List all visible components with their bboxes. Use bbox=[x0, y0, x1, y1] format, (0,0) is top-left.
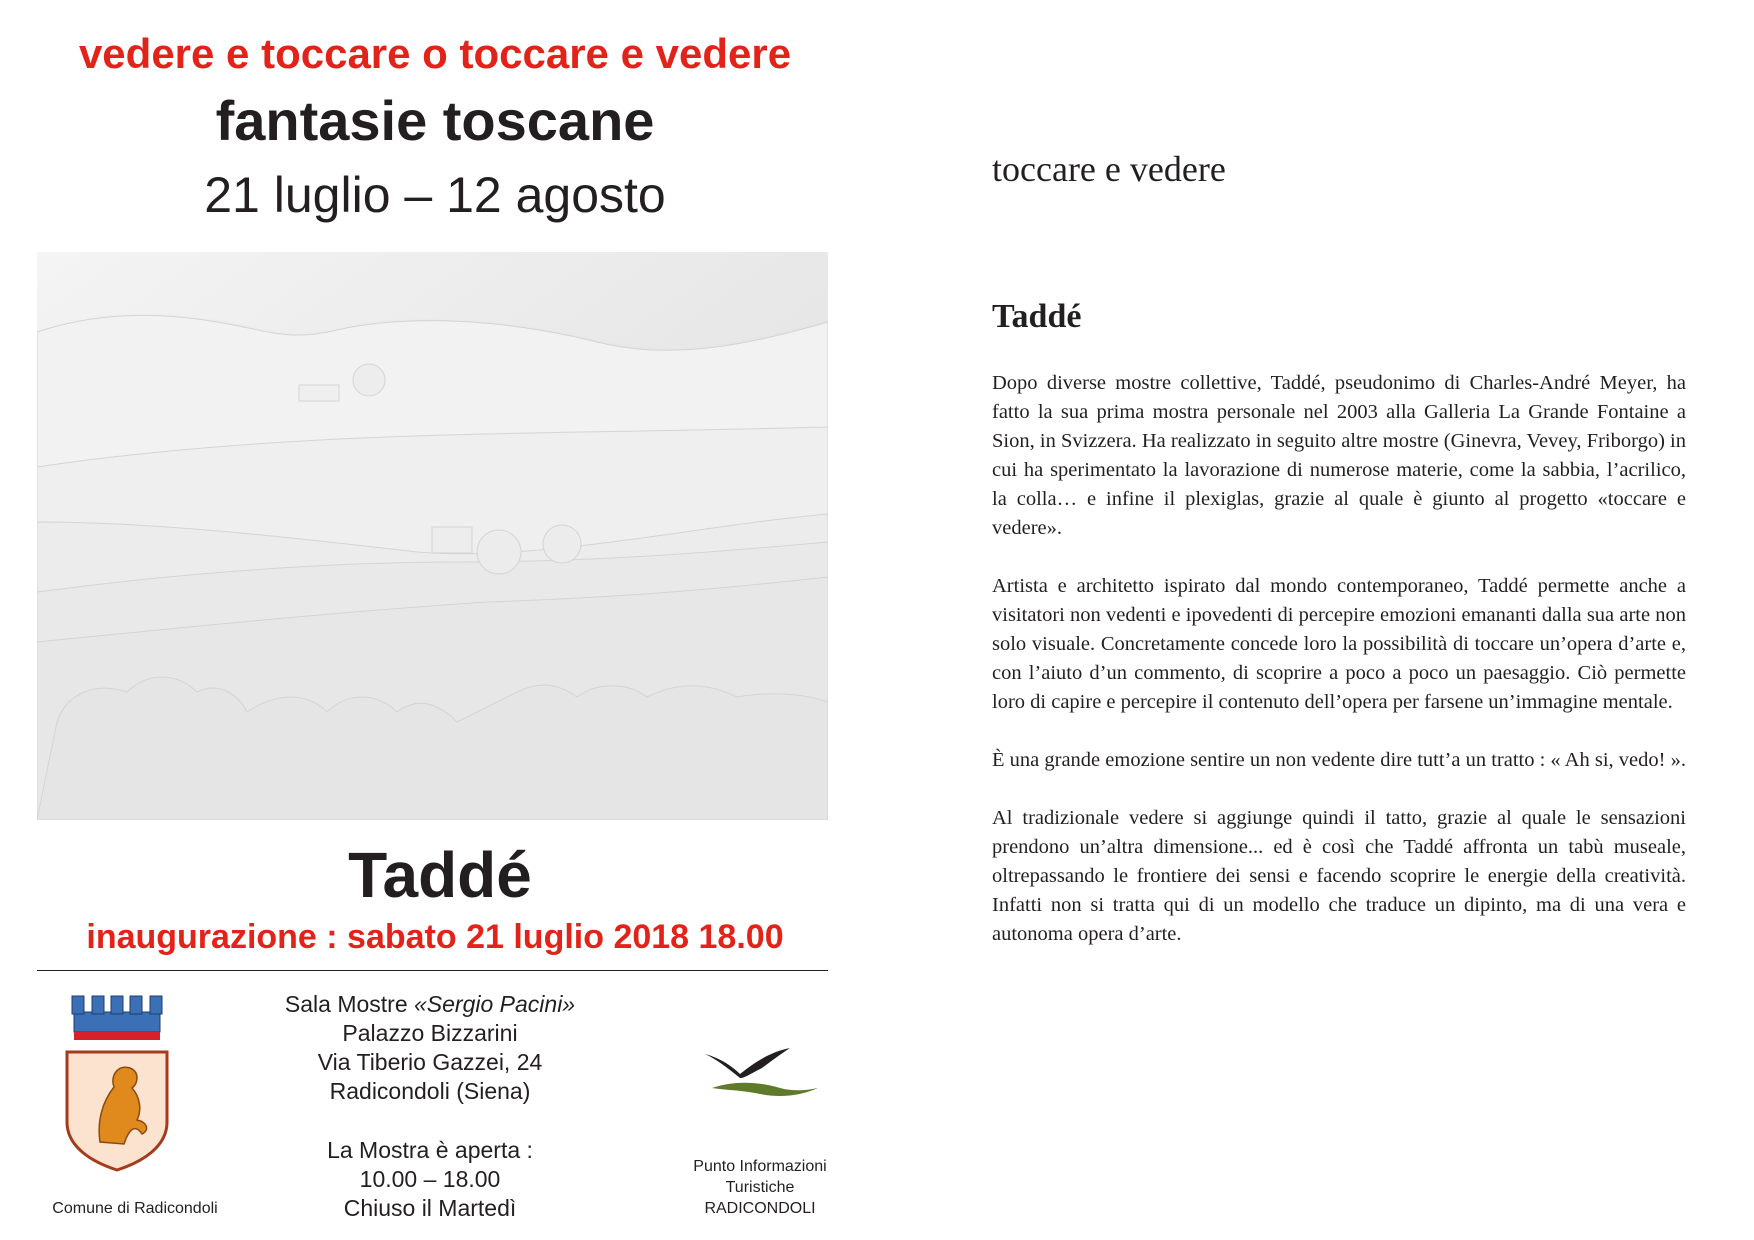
hours-line: 10.00 – 18.00 bbox=[359, 1166, 501, 1192]
tourist-line: Punto Informazioni bbox=[693, 1158, 827, 1175]
essay-paragraph: Dopo diverse mostre collettive, Taddé, pseudonimo di Charles-André Meyer, ha fatto la sua prima mostra personale nel 2003 alla Galleria La Grande Fontaine a Sion, in Svizzera. Ha realizzato in seguito altre mostre (Ginevra, Vevey, Friborgo) in cui ha sperimentato la lavorazione di numerose materie, come la sabbia, l’acrilico, la colla… e infine il plexiglas, grazie al quale è giunto al progetto «toccare e vedere». bbox=[992, 372, 1686, 539]
bird-hill-logo-icon bbox=[700, 1044, 820, 1100]
divider bbox=[37, 970, 828, 971]
venue-line: Radicondoli (Siena) bbox=[329, 1078, 531, 1104]
opening-info: inaugurazione : sabato 21 luglio 2018 18.00 bbox=[86, 918, 784, 956]
venue-name-line bbox=[230, 990, 630, 1019]
opening-hours bbox=[230, 1136, 630, 1223]
venue-prefix: Sala Mostre bbox=[284, 991, 414, 1017]
section-title: toccare e vedere bbox=[992, 149, 1226, 189]
hours-line: Chiuso il Martedì bbox=[343, 1195, 517, 1221]
tourist-line: RADICONDOLI bbox=[704, 1200, 816, 1217]
radicondoli-coat-of-arms-icon bbox=[62, 992, 172, 1172]
poster-tagline: vedere e toccare o toccare e vedere bbox=[78, 30, 792, 77]
venue-line: Via Tiberio Gazzei, 24 bbox=[317, 1049, 543, 1075]
venue-address bbox=[230, 990, 630, 1106]
artwork-landscape-image bbox=[37, 252, 828, 820]
essay-paragraph: È una grande emozione sentire un non vedente dire tutt’a un tratto : « Ah si, vedo! ». bbox=[992, 749, 1686, 771]
venue-line: Palazzo Bizzarini bbox=[342, 1020, 518, 1046]
coat-of-arms-caption: Comune di Radicondoli bbox=[52, 1200, 218, 1217]
tourist-line: Turistiche bbox=[725, 1179, 795, 1196]
hours-line: La Mostra è aperta : bbox=[327, 1137, 533, 1163]
essay-body bbox=[992, 369, 1686, 978]
exhibition-dates: 21 luglio – 12 agosto bbox=[204, 167, 666, 223]
artist-name: Taddé bbox=[348, 839, 532, 911]
essay-paragraph: Al tradizionale vedere si aggiunge quindi il tatto, grazie al quale le sensazioni prendono un’altra dimensione... ed è così che Taddé affronta un tabù museale, oltrepassando le frontiere dei sensi e facendo scoprire le energie della creatività. Infatti non si tratta qui di un modello che traduce un dipinto, ma di una vera e autonoma opera d’arte. bbox=[992, 807, 1686, 945]
essay-heading: Taddé bbox=[992, 298, 1082, 335]
venue-name: «Sergio Pacini» bbox=[414, 991, 576, 1017]
essay-paragraph: Artista e architetto ispirato dal mondo contemporaneo, Taddé permette anche a visitatori non vedenti e ipovedenti di percepire emozioni emananti dalla sua arte non solo visuale. Concretamente concede loro la possibilità di toccare un’opera d’arte e, con l’aiuto d’un commento, di scoprire a poco a poco un paesaggio. Ciò permette loro di capire e percepire il contenuto dell’opera per farsene un’immagine mentale. bbox=[992, 575, 1686, 713]
poster-title: fantasie toscane bbox=[215, 89, 655, 152]
tourist-info-label bbox=[660, 1156, 860, 1219]
